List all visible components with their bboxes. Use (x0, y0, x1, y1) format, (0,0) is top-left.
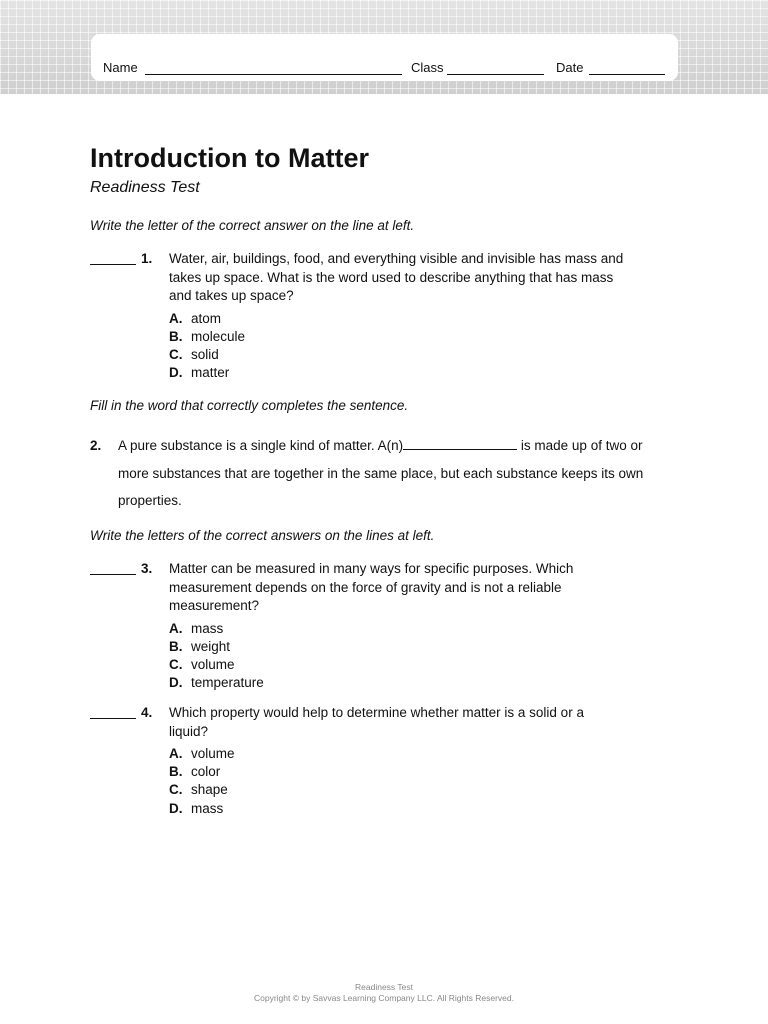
header-band (0, 0, 768, 94)
instruction-part3: Write the letters of the correct answers on the lines at left. (90, 528, 435, 543)
choice-text: temperature (191, 675, 264, 691)
choice-text: atom (191, 310, 222, 326)
footer-title: Readiness Test (355, 982, 413, 992)
choice-text: solid (191, 346, 219, 362)
date-field[interactable] (589, 74, 665, 75)
class-label: Class (411, 60, 444, 75)
question-2 (90, 432, 670, 515)
answer-line-1[interactable] (90, 264, 136, 265)
choice-letter: D. (169, 800, 183, 816)
question-text: Water, air, buildings, food, and everything visible and invisible has mass and takes up space. What is the word used to describe anything that has mass and takes up space? (169, 251, 624, 303)
question-text: Matter can be measured in many ways for specific purposes. Which measurement depends on the force of gravity and is not a reliable measurement? (169, 561, 574, 613)
question-text: Which property would help to determine whether matter is a solid or a liquid? (169, 705, 584, 739)
question-4 (90, 704, 650, 818)
choice-letter: A. (169, 310, 183, 326)
question-text-after: is made up of two or more substances that are together in the same place, but each substance keeps its own properties. (118, 438, 644, 508)
choice-text: mass (191, 620, 224, 636)
choice-text: weight (191, 638, 231, 654)
name-field[interactable] (145, 74, 402, 75)
choice-a (169, 620, 650, 638)
choice-text: volume (191, 656, 235, 672)
choice-a (169, 745, 650, 763)
choice-letter: C. (169, 346, 183, 362)
choice-letter: A. (169, 746, 183, 761)
choice-letter: C. (169, 782, 183, 798)
name-label: Name (103, 60, 138, 75)
choice-text: molecule (191, 328, 246, 344)
question-3 (90, 560, 650, 692)
date-label: Date (556, 60, 584, 75)
choice-list (169, 620, 650, 693)
choice-letter: D. (169, 675, 183, 691)
choice-text: color (191, 764, 221, 780)
answer-line-4[interactable] (90, 718, 136, 719)
choice-d (169, 364, 650, 382)
question-text (118, 432, 670, 515)
choice-c (169, 656, 650, 674)
page-footer (0, 982, 768, 1004)
choice-list (169, 310, 650, 383)
question-1 (90, 250, 650, 382)
fill-in-blank[interactable] (403, 436, 517, 450)
choice-letter: A. (169, 620, 183, 636)
choice-c (169, 346, 650, 364)
student-info-card (91, 34, 678, 81)
choice-d (169, 674, 650, 692)
choice-text: mass (191, 800, 224, 816)
choice-d (169, 800, 650, 818)
question-number: 4. (141, 705, 153, 720)
question-number: 2. (90, 438, 102, 453)
choice-b (169, 763, 650, 781)
choice-letter: B. (169, 638, 183, 654)
question-text-before: A pure substance is a single kind of matter. A(n) (118, 438, 404, 453)
question-number: 1. (141, 251, 153, 266)
class-field[interactable] (447, 74, 544, 75)
footer-copyright: Copyright © by Savvas Learning Company LLC. All Rights Reserved. (254, 993, 514, 1003)
choice-letter: D. (169, 365, 183, 381)
choice-text: shape (191, 782, 228, 798)
choice-text: matter (191, 365, 230, 381)
choice-letter: B. (169, 764, 183, 780)
choice-text: volume (191, 746, 235, 761)
instruction-part1: Write the letter of the correct answer on the line at left. (90, 218, 415, 233)
choice-b (169, 328, 650, 346)
choice-b (169, 638, 650, 656)
choice-letter: C. (169, 656, 183, 672)
instruction-part2: Fill in the word that correctly completes the sentence. (90, 398, 409, 413)
page-subtitle: Readiness Test (90, 179, 200, 196)
choice-list (169, 745, 650, 818)
answer-line-3[interactable] (90, 574, 136, 575)
page-title: Introduction to Matter (90, 143, 369, 173)
choice-c (169, 781, 650, 799)
choice-letter: B. (169, 328, 183, 344)
choice-a (169, 310, 650, 328)
question-number: 3. (141, 561, 153, 576)
